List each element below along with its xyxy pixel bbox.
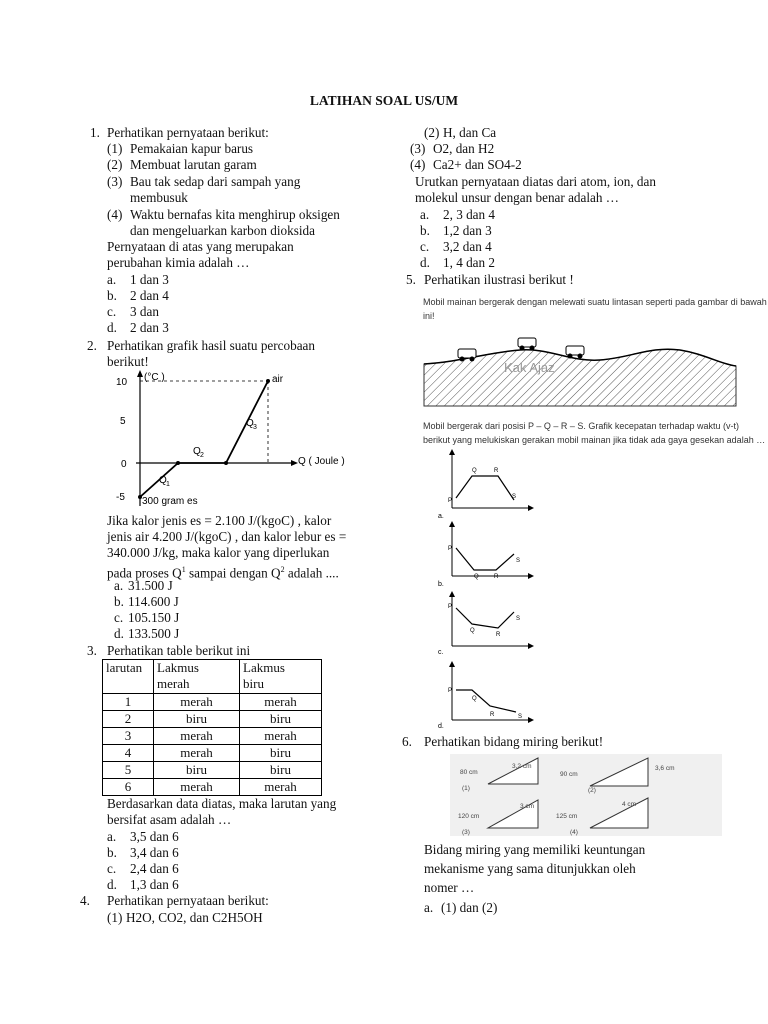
track-illustration [420,328,740,410]
question-number: 3. [87,643,97,658]
plane-number: (1) [462,785,470,792]
item-text: O2, dan H2 [433,141,495,156]
plane-height: 80 cm [460,769,478,776]
question-ask: Pernyataan di atas yang merupakan [107,239,294,254]
y-tick-label: 0 [121,459,127,470]
end-label: air [272,374,284,385]
option-letter: c. [114,610,124,625]
plane-length: 3,6 cm [655,765,675,772]
q3-sub: 3 [253,424,257,431]
question-text: berikut yang melukiskan gerakan mobil mainan jika tidak ada gaya gesekan adalah … [423,435,766,445]
temperature-heat-graph [108,366,358,510]
plane-height: 120 cm [458,813,480,820]
option-letter: b. [107,288,117,303]
option-letter: a. [107,829,117,844]
question-stem: Perhatikan pernyataan berikut: [107,125,269,140]
item-number: (4) [410,157,426,172]
option-text: 133.500 J [128,626,180,641]
plane-length: 4 cm [622,801,637,808]
question-stem: Perhatikan table berikut ini [107,643,251,658]
option-letter: c. [107,304,117,319]
svg-text:P: P [448,688,453,694]
option-letter: b. [107,845,117,860]
svg-text:R: R [494,574,499,580]
plane-length: 3 cm [520,803,535,810]
option-text: 3 dan [130,304,159,319]
svg-text:R: R [494,468,499,474]
option-letter: d. [420,255,430,270]
option-text: 3,4 dan 6 [130,845,179,860]
option-letter: b. [420,223,430,238]
option-letter: c. [438,649,444,656]
table-header: Lakmus merah [154,660,240,694]
option-letter: d. [114,626,124,641]
svg-text:S: S [516,558,521,564]
option-letter: a. [424,900,434,915]
svg-text:R: R [490,712,495,718]
option-text: 3,2 dan 4 [443,239,492,254]
question-stem: Perhatikan ilustrasi berikut ! [424,272,574,287]
option-text: 2 dan 3 [130,320,169,335]
option-letter: c. [420,239,430,254]
option-text: 2, 3 dan 4 [443,207,496,222]
item-text: Waktu bernafas kita menghirup oksigen [130,207,340,222]
item-number: (1) [107,141,123,156]
table-header: Lakmus biru [240,660,322,694]
question-ask: perubahan kimia adalah … [107,255,250,270]
page-title: LATIHAN SOAL US/UM [309,93,459,108]
table-row: 5 biru biru [103,762,322,779]
start-label: 300 gram es [142,496,198,507]
question-stem: Perhatikan grafik hasil suatu percobaan [107,338,315,353]
question-text: jenis air 4.200 J/(kgoC) , dan kalor lebur es = [107,529,347,544]
option-text: 3,5 dan 6 [130,829,179,844]
option-text: 105.150 J [128,610,180,625]
question-ask: Bidang miring yang memiliki keuntungan [424,842,646,857]
svg-text:Q: Q [472,696,477,702]
table-row: 1 merah merah [103,694,322,711]
question-stem: berikut! [107,354,149,369]
option-letter: a. [114,578,124,593]
question-ask: Berdasarkan data diatas, maka larutan yang [107,796,337,811]
option-text: 1,2 dan 3 [443,223,492,238]
plane-height: 90 cm [560,771,578,778]
option-text: (1) dan (2) [441,900,498,915]
question-text: Jika kalor jenis es = 2.100 J/(kgoC) , kalor [107,513,332,528]
vt-graph-option-a [436,448,536,520]
option-letter: d. [107,877,117,892]
question-ask: bersifat asam adalah … [107,812,232,827]
svg-text:Q: Q [474,574,479,580]
option-letter: a. [438,513,444,520]
svg-text:Q: Q [472,468,477,474]
option-text: 31.500 J [128,578,173,593]
q2-sub: 2 [200,452,204,459]
plane-number: (4) [570,829,578,836]
option-text: 2,4 dan 6 [130,861,179,876]
question-stem: Perhatikan bidang miring berikut! [424,734,604,749]
table-row: 4 merah biru [103,745,322,762]
y-tick-label: 5 [120,416,126,427]
table-header: larutan [103,660,154,694]
table-row: 3 merah merah [103,728,322,745]
item-number: (2) [107,157,123,172]
watermark: Kak Ajaz [504,360,555,375]
question-ask: Urutkan pernyataan diatas dari atom, ion, dan [415,174,656,189]
option-text: 1, 4 dan 2 [443,255,496,270]
option-text: 114.600 J [128,594,179,609]
option-text: 1 dan 3 [130,272,169,287]
y-tick-label: 10 [116,377,128,388]
item-text: Ca2+ dan SO4-2 [433,157,522,172]
q3-label: Q [246,418,254,429]
toy-car-icon [518,338,536,351]
option-letter: d. [107,320,117,335]
svg-text:P: P [448,498,453,504]
item-text: H2O, CO2, dan C2H5OH [126,910,263,925]
q2-label: Q [193,446,201,457]
plane-length: 3,2 cm [512,763,532,770]
svg-text:Q: Q [470,628,475,634]
illustration-intro: ini! [423,311,435,321]
question-number: 4. [80,893,90,908]
option-text: 2 dan 4 [130,288,169,303]
table-row: 6 merah merah [103,779,322,796]
plane-height: 125 cm [556,813,578,820]
table-row: 2 biru biru [103,711,322,728]
item-text: membusuk [130,190,188,205]
item-number: (4) [107,207,123,222]
question-ask: nomer … [424,880,475,895]
question-text: 340.000 J/kg, maka kalor yang diperlukan [107,545,330,560]
option-letter: c. [107,861,117,876]
svg-text:S: S [516,616,521,622]
item-number: (3) [410,141,426,156]
y-axis-label: (°C ) [144,372,165,383]
question-text: pada proses $Q^1$ sampai dengan $Q^2$ adalah .... [107,565,339,581]
option-letter: b. [114,594,124,609]
item-text: H, dan Ca [443,125,497,140]
x-axis-label: Q ( Joule ) [298,456,345,467]
item-number: (1) [107,910,123,925]
svg-text:S: S [512,494,517,500]
item-text: dan mengeluarkan karbon dioksida [130,223,315,238]
question-stem: Perhatikan pernyataan berikut: [107,893,269,908]
vt-graph-option-b [436,520,536,590]
illustration-intro: Mobil mainan bergerak dengan melewati suatu lintasan seperti pada gambar di bawah [423,297,767,307]
svg-text:P: P [448,546,453,552]
option-letter: a. [107,272,117,287]
vt-graph-option-c [436,590,536,660]
item-number: (3) [107,174,123,189]
option-letter: d. [438,723,444,730]
plane-number: (2) [588,787,596,794]
question-number: 2. [87,338,97,353]
toy-car-icon [566,346,584,359]
question-number: 6. [402,734,412,749]
litmus-table [102,659,322,796]
question-number: 5. [406,272,416,287]
svg-text:S: S [518,714,523,720]
option-text: 1,3 dan 6 [130,877,179,892]
item-text: Pemakaian kapur barus [130,141,254,156]
item-text: Bau tak sedap dari sampah yang [130,174,301,189]
question-ask: mekanisme yang sama ditunjukkan oleh [424,861,636,876]
plane-number: (3) [462,829,470,836]
item-number: (2) [424,125,440,140]
q1-label: Q [159,475,167,486]
option-letter: a. [420,207,430,222]
q1-sub: 1 [166,481,170,488]
question-text: Mobil bergerak dari posisi P – Q – R – S. Grafik kecepatan terhadap waktu (v-t) [423,421,739,431]
option-letter: b. [438,581,444,588]
inclined-planes-figure [450,754,722,836]
y-tick-label: -5 [116,492,125,503]
vt-graph-option-d [436,660,536,732]
svg-text:R: R [496,632,501,638]
question-number: 1. [90,125,100,140]
svg-text:P: P [448,604,453,610]
item-text: Membuat larutan garam [130,157,257,172]
question-ask: molekul unsur dengan benar adalah … [415,190,619,205]
